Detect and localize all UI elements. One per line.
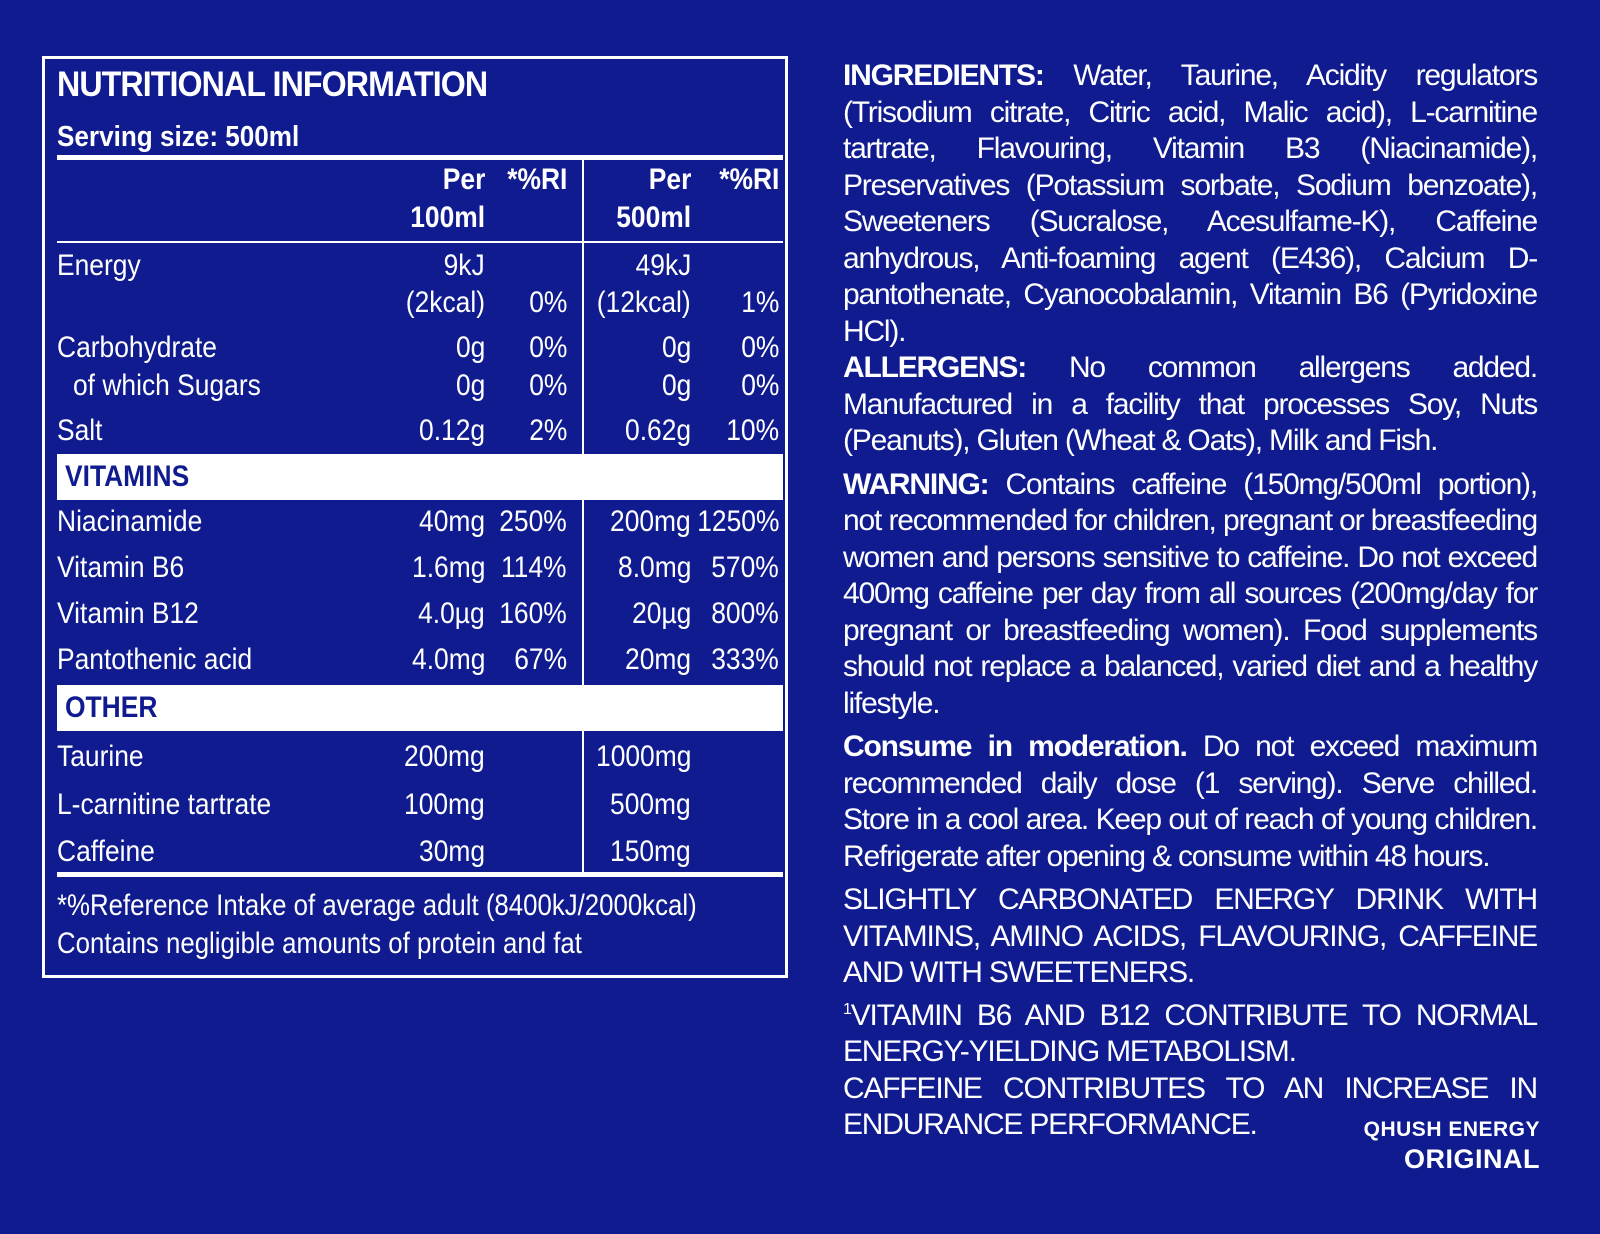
- other-label: L-carnitine tartrate: [57, 788, 272, 821]
- table-cell: 0g: [661, 369, 691, 402]
- table-cell: 1000mg: [595, 740, 691, 773]
- brand-block: [1364, 1118, 1540, 1175]
- salt-label: Salt: [57, 414, 103, 447]
- table-cell: 1.6mg: [411, 551, 485, 584]
- product-description: SLIGHTLY CARBONATED ENERGY DRINK WITH VITAMINS, AMINO ACIDS, FLAVOURING, CAFFEINE AND WITH SWEETENERS.: [843, 883, 1537, 989]
- table-cell: 20mg: [624, 643, 691, 676]
- vitamin-label: Vitamin B6: [57, 551, 185, 584]
- header-ri-500: *%RI: [718, 163, 779, 196]
- vitamin-label: Pantothenic acid: [57, 643, 253, 676]
- table-cell: 0.12g: [418, 414, 485, 447]
- table-cell: 100mg: [404, 788, 485, 821]
- health-claim-1: $^1$VITAMIN B6 AND B12 CONTRIBUTE TO NORMAL ENERGY-YIELDING METABOLISM.: [843, 998, 1537, 1068]
- table-cell: 200mg: [610, 505, 691, 538]
- table-cell: 333%: [711, 643, 779, 676]
- nutrition-panel: [42, 56, 788, 978]
- allergens-label: ALLERGENS:: [843, 351, 1027, 384]
- divider: [57, 155, 783, 160]
- energy-ri-100: 0%: [528, 286, 567, 319]
- energy-kj-500: 49kJ: [635, 249, 691, 282]
- table-cell: 570%: [711, 551, 779, 584]
- negligible-note: Contains negligible amounts of protein and fat: [57, 927, 582, 960]
- table-cell: 250%: [499, 505, 567, 538]
- table-cell: 0g: [455, 369, 485, 402]
- table-cell: 0%: [528, 369, 567, 402]
- header-per100: Per: [442, 163, 485, 196]
- table-cell: 8.0mg: [617, 551, 691, 584]
- other-label: Caffeine: [57, 835, 155, 868]
- ingredients-text: Water, Taurine, Acidity regulators (Trisodium citrate, Citric acid, Malic acid), L-carnitine tartrate, Flavouring, Vitamin B3 (Niacinamide), Preservatives (Potassium sorbate, Sodium benzoate), Sweeteners (Sucralose, Acesulfame-K), Caffeine anhydrous, Anti-foaming agent (E436), Calcium D-pantothenate, Cyanocobalamin, Vitamin B6 (Pyridoxine HCl).: [843, 59, 1537, 348]
- table-cell: 0%: [740, 331, 779, 364]
- table-cell: 40mg: [418, 505, 485, 538]
- panel-title: NUTRITIONAL INFORMATION: [57, 65, 488, 104]
- label-text-column: [843, 58, 1537, 1144]
- warning-paragraph: [843, 467, 1537, 723]
- energy-kcal-100: (2kcal): [405, 286, 485, 319]
- energy-kj-100: 9kJ: [443, 249, 485, 282]
- table-cell: 1250%: [696, 505, 779, 538]
- table-cell: 800%: [711, 597, 779, 630]
- table-cell: 0g: [455, 331, 485, 364]
- claim-superscript: 1: [843, 1000, 851, 1018]
- other-label: Taurine: [57, 740, 144, 773]
- table-cell: 4.0mg: [411, 643, 485, 676]
- ingredients-paragraph: [843, 58, 1537, 460]
- brand-name: QHUSH ENERGY: [1363, 1118, 1540, 1141]
- table-cell: 150mg: [610, 835, 691, 868]
- table-cell: 20µg: [631, 597, 691, 630]
- warning-label: WARNING:: [843, 467, 989, 501]
- table-cell: 10%: [726, 414, 779, 447]
- warning-text: Contains caffeine (150mg/500ml portion), not recommended for children, pregnant or breastfeeding women and persons sensitive to caffeine. Do not exceed 400mg caffeine per day from all sources (200mg/day for pregnant or breastfeeding women). Food supplements should not replace a balanced, varied diet and a healthy lifestyle.: [843, 467, 1537, 720]
- divider: [57, 241, 783, 243]
- header-500ml: 500ml: [616, 201, 691, 234]
- allergens-text: No common allergens added. Manufactured in a facility that processes Soy, Nuts (Peanuts), Gluten (Wheat & Oats), Milk and Fish.: [843, 351, 1537, 457]
- divider: [57, 872, 783, 877]
- table-cell: 500mg: [610, 788, 691, 821]
- vitamins-heading: VITAMINS: [57, 454, 783, 500]
- table-cell: 0%: [528, 331, 567, 364]
- vitamin-label: Vitamin B12: [57, 597, 199, 630]
- serving-size: Serving size: 500ml: [57, 121, 300, 153]
- table-cell: 200mg: [404, 740, 485, 773]
- consume-paragraph: [843, 729, 1537, 875]
- energy-label: Energy: [57, 249, 141, 282]
- vitamin-label: Niacinamide: [57, 505, 203, 538]
- reference-intake-note: *%Reference Intake of average adult (8400kJ/2000kcal): [57, 889, 697, 922]
- energy-kcal-500: (12kcal): [597, 286, 691, 319]
- other-heading: OTHER: [57, 685, 783, 731]
- header-per500: Per: [648, 163, 691, 196]
- consume-text: Do not exceed maximum recommended daily dose (1 serving). Serve chilled. Store in a cool area. Keep out of reach of young children. Refrigerate after opening & consume within 48 hours.: [843, 730, 1538, 873]
- consume-label: Consume in moderation.: [843, 730, 1187, 763]
- table-cell: 0g: [661, 331, 691, 364]
- table-cell: 30mg: [418, 835, 485, 868]
- column-divider: [582, 500, 584, 685]
- header-100ml: 100ml: [410, 201, 485, 234]
- table-cell: 2%: [528, 414, 567, 447]
- sugars-label: of which Sugars: [73, 369, 261, 402]
- table-cell: 114%: [501, 551, 567, 584]
- carbohydrate-label: Carbohydrate: [57, 331, 217, 364]
- health-claim-2: CAFFEINE CONTRIBUTES TO AN INCREASE IN ENDURANCE PERFORMANCE.: [843, 1071, 1537, 1141]
- table-cell: 67%: [514, 643, 567, 676]
- table-cell: 4.0µg: [418, 597, 485, 630]
- column-divider: [582, 731, 584, 873]
- energy-ri-500: 1%: [740, 286, 779, 319]
- table-cell: 0%: [740, 369, 779, 402]
- ingredients-label: INGREDIENTS:: [843, 59, 1044, 92]
- product-variant: ORIGINAL: [1404, 1144, 1540, 1174]
- table-cell: 160%: [499, 597, 567, 630]
- header-ri-100: *%RI: [506, 163, 567, 196]
- table-cell: 0.62g: [624, 414, 691, 447]
